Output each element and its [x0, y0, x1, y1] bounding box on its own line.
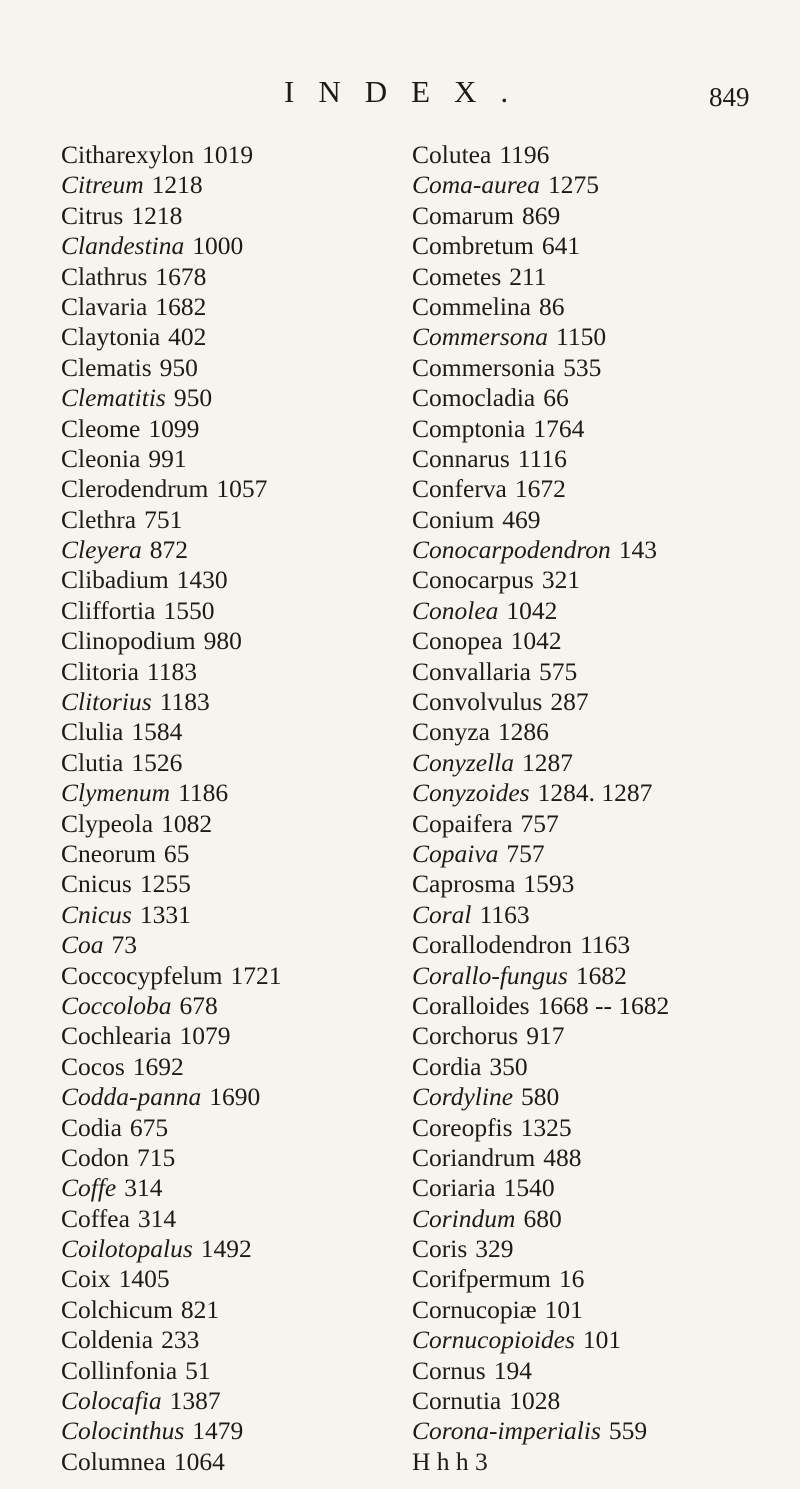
- entry-page-ref: 1163: [580, 930, 631, 960]
- entry-page-ref: 66: [543, 383, 569, 413]
- index-entry: [61, 809, 391, 839]
- index-entry: [412, 140, 742, 170]
- entry-name: Clypeola: [61, 808, 154, 838]
- entry-page-ref: 1690: [209, 1082, 261, 1112]
- index-entry: [412, 1234, 742, 1264]
- index-entry: [412, 778, 742, 808]
- entry-name: Clibadium: [61, 565, 169, 595]
- entry-name: Clinopodium: [61, 626, 196, 656]
- index-entry: [412, 1052, 742, 1082]
- entry-page-ref: 1678: [155, 261, 207, 291]
- index-entry: [61, 748, 391, 778]
- index-entry: [61, 991, 391, 1021]
- index-entry: [61, 1386, 391, 1416]
- entry-name: Cneorum: [61, 838, 156, 868]
- entry-name: Coris: [412, 1234, 468, 1264]
- index-entry: [412, 444, 742, 474]
- entry-page-ref: 1672: [514, 474, 566, 504]
- entry-name: Convallaria: [412, 656, 531, 686]
- entry-page-ref: 1286: [497, 717, 549, 747]
- entry-name: Clematis: [61, 352, 152, 382]
- entry-name: Cleome: [61, 413, 141, 443]
- entry-name: Conium: [412, 504, 495, 534]
- entry-page-ref: 1692: [132, 1051, 184, 1081]
- entry-name: Colocinthus: [61, 1416, 185, 1446]
- entry-page-ref: 1218: [131, 200, 183, 230]
- running-title: INDEX.: [284, 74, 533, 109]
- entry-name: Coral: [412, 899, 472, 929]
- entry-name: Coccoloba: [61, 990, 172, 1020]
- entry-page-ref: 757: [520, 808, 559, 838]
- entry-page-ref: 1492: [200, 1234, 252, 1264]
- entry-page-ref: 1099: [148, 413, 200, 443]
- entry-name: Coma-aurea: [412, 170, 540, 200]
- entry-page-ref: 1387: [169, 1386, 221, 1416]
- entry-page-ref: 950: [173, 383, 213, 413]
- entry-name: Conyzella: [412, 747, 514, 777]
- page-number: 849: [709, 82, 750, 112]
- entry-page-ref: 51: [185, 1355, 211, 1385]
- entry-name: Clematitis: [61, 383, 166, 413]
- index-entry: [61, 839, 391, 869]
- index-entry: [61, 383, 391, 413]
- index-entry: [412, 292, 742, 322]
- entry-page-ref: 535: [563, 352, 602, 382]
- entry-name: Cliffortia: [61, 595, 156, 625]
- entry-page-ref: 1764: [533, 413, 585, 443]
- entry-name: Coa: [61, 930, 104, 960]
- entry-name: Copaiva: [412, 838, 499, 868]
- entry-name: Codda-panna: [61, 1082, 202, 1112]
- entry-page-ref: 194: [493, 1355, 532, 1385]
- entry-page-ref: 1028: [509, 1386, 561, 1416]
- entry-page-ref: 1284. 1287: [537, 778, 653, 808]
- index-entry: [412, 717, 742, 747]
- page-header: [0, 72, 800, 112]
- index-entry: [412, 353, 742, 383]
- entry-page-ref: 329: [475, 1234, 514, 1264]
- entry-page-ref: 1150: [556, 322, 607, 352]
- index-entry: [412, 505, 742, 535]
- entry-page-ref: 1331: [139, 899, 191, 929]
- entry-name: Corifpermum: [412, 1264, 551, 1294]
- index-entry: [412, 1356, 742, 1386]
- index-entry: [61, 1082, 391, 1112]
- entry-page-ref: 1430: [176, 565, 228, 595]
- index-entry: [61, 474, 391, 504]
- entry-name: Cnicus: [61, 869, 132, 899]
- entry-name: Coldenia: [61, 1325, 154, 1355]
- entry-name: Clulia: [61, 717, 124, 747]
- entry-page-ref: 1540: [503, 1173, 555, 1203]
- index-entry: [61, 444, 391, 474]
- index-entry: [61, 1264, 391, 1294]
- entry-page-ref: 1255: [139, 869, 191, 899]
- entry-page-ref: 314: [124, 1173, 163, 1203]
- entry-page-ref: 1218: [151, 170, 203, 200]
- index-entry: [61, 292, 391, 322]
- entry-name: Comarum: [412, 200, 514, 230]
- entry-page-ref: 869: [522, 200, 561, 230]
- entry-name: Codia: [61, 1112, 122, 1142]
- entry-page-ref: 980: [203, 626, 242, 656]
- entry-name: Commersona: [412, 322, 549, 352]
- index-entry: [61, 900, 391, 930]
- index-entry: [412, 626, 742, 656]
- entry-page-ref: 872: [149, 535, 188, 565]
- entry-name: Clitoria: [61, 656, 139, 686]
- entry-name: Caprosma: [412, 869, 516, 899]
- entry-name: Cornutia: [412, 1386, 502, 1416]
- entry-name: Columnea: [61, 1446, 166, 1476]
- entry-name: Conyza: [412, 717, 490, 747]
- index-entry: [61, 1234, 391, 1264]
- entry-name: Coriaria: [412, 1173, 496, 1203]
- entry-name: Coffe: [61, 1173, 117, 1203]
- entry-page-ref: 73: [111, 930, 138, 960]
- index-entry: [412, 201, 742, 231]
- entry-page-ref: 1479: [192, 1416, 244, 1446]
- index-entry: [61, 1356, 391, 1386]
- entry-name: Copaifera: [412, 808, 513, 838]
- entry-name: Corindum: [412, 1203, 516, 1233]
- entry-page-ref: 1064: [173, 1446, 225, 1476]
- entry-name: Citharexylon: [61, 140, 195, 169]
- entry-name: Codon: [61, 1142, 130, 1172]
- index-entry: [412, 414, 742, 444]
- entry-name: Coffea: [61, 1203, 130, 1233]
- signature-mark: H h h 3: [412, 1446, 488, 1476]
- entry-name: Corchorus: [412, 1021, 519, 1051]
- entry-page-ref: 1079: [179, 1021, 231, 1051]
- index-entry: [61, 1173, 391, 1203]
- index-entry: [61, 231, 391, 261]
- index-entry: [61, 170, 391, 200]
- entry-page-ref: 715: [137, 1142, 176, 1172]
- entry-page-ref: 1042: [506, 595, 558, 625]
- entry-name: Cordia: [412, 1051, 482, 1081]
- entry-page-ref: 1405: [118, 1264, 170, 1294]
- entry-page-ref: 1526: [131, 747, 183, 777]
- index-entry: [61, 626, 391, 656]
- entry-page-ref: 1019: [202, 140, 254, 169]
- entry-page-ref: 314: [137, 1203, 177, 1233]
- index-entry: [61, 1113, 391, 1143]
- entry-name: Connarus: [412, 443, 510, 473]
- entry-page-ref: 101: [544, 1294, 583, 1324]
- index-entry: [412, 383, 742, 413]
- entry-name: Clavaria: [61, 291, 148, 321]
- entry-name: Cordyline: [412, 1082, 514, 1112]
- entry-name: Citreum: [61, 170, 144, 200]
- index-entry: [412, 322, 742, 352]
- entry-name: Cometes: [412, 261, 502, 291]
- entry-page-ref: 321: [541, 565, 581, 595]
- entry-name: Cocos: [61, 1051, 125, 1081]
- entry-page-ref: 16: [558, 1264, 585, 1294]
- entry-name: Coix: [61, 1264, 111, 1294]
- index-entry: [412, 900, 742, 930]
- entry-page-ref: 1682: [155, 291, 207, 321]
- entry-page-ref: 680: [523, 1203, 562, 1233]
- entry-name: Conferva: [412, 474, 507, 504]
- index-entry: [61, 1416, 391, 1446]
- entry-name: Colchicum: [61, 1294, 173, 1324]
- index-entry: [61, 778, 391, 808]
- entry-page-ref: 469: [502, 504, 541, 534]
- index-entry: [412, 565, 742, 595]
- index-entry: [61, 1204, 391, 1234]
- index-entry: [412, 1143, 742, 1173]
- entry-name: Collinfonia: [61, 1355, 178, 1385]
- entry-page-ref: 757: [506, 838, 545, 868]
- entry-page-ref: 488: [543, 1142, 582, 1172]
- index-entry: [412, 1416, 742, 1446]
- index-entry: [412, 535, 742, 565]
- entry-name: Commersonia: [412, 352, 556, 382]
- index-entry: [61, 505, 391, 535]
- entry-name: Clerodendrum: [61, 474, 209, 504]
- index-entry: [412, 839, 742, 869]
- index-entry: [412, 961, 742, 991]
- entry-name: Clymenum: [61, 778, 171, 808]
- entry-page-ref: 559: [608, 1416, 648, 1446]
- index-entry: [61, 687, 391, 717]
- entry-page-ref: 1325: [520, 1112, 572, 1142]
- index-entry: [412, 1386, 742, 1416]
- entry-name: Cnicus: [61, 899, 132, 929]
- entry-name: Comocladia: [412, 383, 536, 413]
- entry-page-ref: 1287: [522, 747, 573, 777]
- entry-name: Corallodendron: [412, 930, 573, 960]
- entry-page-ref: 917: [526, 1021, 565, 1051]
- index-entry: [61, 1447, 391, 1477]
- index-entry: [61, 869, 391, 899]
- entry-page-ref: 1275: [547, 170, 599, 200]
- entry-page-ref: 1163: [479, 899, 530, 929]
- entry-page-ref: 1550: [163, 595, 215, 625]
- index-entry: [412, 231, 742, 261]
- entry-page-ref: 1721: [230, 960, 282, 990]
- entry-name: Conolea: [412, 595, 499, 625]
- entry-page-ref: 1593: [523, 869, 575, 899]
- index-entry: [61, 140, 391, 170]
- index-entry: [412, 1082, 742, 1112]
- entry-name: Cornucopiæ: [412, 1294, 537, 1324]
- index-entry: [61, 657, 391, 687]
- index-entry: [61, 1021, 391, 1051]
- index-entry: [412, 991, 742, 1021]
- index-entry: [412, 262, 742, 292]
- entry-page-ref: 101: [582, 1325, 622, 1355]
- entry-name: Commelina: [412, 291, 531, 321]
- index-entry: [412, 474, 742, 504]
- index-entry: [61, 535, 391, 565]
- index-entry: [61, 353, 391, 383]
- entry-page-ref: 1082: [161, 808, 213, 838]
- entry-name: Colocafia: [61, 1386, 162, 1416]
- entry-page-ref: 350: [489, 1051, 528, 1081]
- index-entry: [412, 1325, 742, 1355]
- entry-name: Cleonia: [61, 443, 141, 473]
- index-entry: [61, 1052, 391, 1082]
- entry-name: Clathrus: [61, 261, 148, 291]
- entry-name: Citrus: [61, 200, 124, 230]
- index-entry: [412, 748, 742, 778]
- entry-name: Conocarpodendron: [412, 535, 611, 565]
- entry-page-ref: 233: [161, 1325, 200, 1355]
- entry-name: Corona-imperialis: [412, 1416, 601, 1446]
- entry-name: Coreopfis: [412, 1112, 513, 1142]
- entry-page-ref: 65: [163, 838, 190, 868]
- index-entry: [412, 170, 742, 200]
- index-entry: [61, 1325, 391, 1355]
- index-column-right: [412, 140, 742, 1477]
- entry-page-ref: 402: [168, 322, 207, 352]
- index-entry: [412, 869, 742, 899]
- entry-name: Corallo-fungus: [412, 960, 568, 990]
- entry-name: Conyzoides: [412, 778, 530, 808]
- entry-page-ref: 1116: [517, 443, 567, 473]
- index-entry: [412, 596, 742, 626]
- entry-page-ref: 580: [521, 1082, 560, 1112]
- entry-name: Cochlearia: [61, 1021, 172, 1051]
- index-entry: [61, 1295, 391, 1325]
- entry-page-ref: 143: [618, 535, 658, 565]
- index-entry: [61, 565, 391, 595]
- index-entry: [61, 961, 391, 991]
- entry-page-ref: 641: [541, 231, 581, 261]
- index-entry: [61, 322, 391, 352]
- index-entry: [412, 930, 742, 960]
- entry-page-ref: 675: [129, 1112, 169, 1142]
- entry-page-ref: 1196: [499, 140, 550, 169]
- entry-name: Clethra: [61, 504, 137, 534]
- entry-page-ref: 287: [550, 687, 589, 717]
- entry-name: Clitorius: [61, 687, 152, 717]
- entry-name: Colutea: [412, 140, 492, 169]
- entry-name: Conopea: [412, 626, 503, 656]
- index-entry: [61, 596, 391, 626]
- index-entry: [412, 1295, 742, 1325]
- entry-page-ref: 950: [159, 352, 198, 382]
- index-entry: [412, 687, 742, 717]
- index-entry: [412, 657, 742, 687]
- index-entry: [412, 1264, 742, 1294]
- index-entry: [412, 809, 742, 839]
- entry-page-ref: 991: [148, 443, 187, 473]
- index-entry: [61, 262, 391, 292]
- entry-page-ref: 1183: [159, 687, 210, 717]
- entry-page-ref: 1668 -- 1682: [537, 990, 670, 1020]
- entry-name: Cleyera: [61, 535, 142, 565]
- entry-name: Comptonia: [412, 413, 526, 443]
- entry-page-ref: 575: [538, 656, 578, 686]
- entry-page-ref: 1682: [575, 960, 627, 990]
- entry-name: Combretum: [412, 231, 534, 261]
- entry-name: Coilotopalus: [61, 1234, 193, 1264]
- index-entry: [61, 717, 391, 747]
- entry-page-ref: 751: [144, 504, 183, 534]
- index-entry: [61, 201, 391, 231]
- entry-page-ref: 678: [179, 990, 218, 1020]
- entry-name: Cornucopioides: [412, 1325, 575, 1355]
- index-entry: [412, 1173, 742, 1203]
- index-entry: [61, 414, 391, 444]
- entry-page-ref: 1183: [146, 656, 197, 686]
- entry-page-ref: 211: [509, 261, 547, 291]
- index-entry: [412, 1021, 742, 1051]
- entry-name: Cornus: [412, 1355, 486, 1385]
- index-entry: [412, 1204, 742, 1234]
- entry-page-ref: 1000: [192, 231, 244, 261]
- entry-name: Coralloides: [412, 990, 530, 1020]
- entry-name: Conocarpus: [412, 565, 534, 595]
- entry-page-ref: 1057: [216, 474, 268, 504]
- entry-name: Clandestina: [61, 231, 185, 261]
- entry-name: Clutia: [61, 747, 124, 777]
- entry-page-ref: 821: [180, 1294, 220, 1324]
- index-column-left: [61, 140, 391, 1477]
- entry-page-ref: 1042: [510, 626, 562, 656]
- index-entry: [412, 1113, 742, 1143]
- entry-name: Claytonia: [61, 322, 161, 352]
- index-entry: [61, 1143, 391, 1173]
- entry-page-ref: 1186: [178, 778, 229, 808]
- entry-page-ref: 1584: [131, 717, 183, 747]
- entry-name: Convolvulus: [412, 687, 543, 717]
- entry-name: Coriandrum: [412, 1142, 536, 1172]
- entry-page-ref: 86: [538, 291, 565, 321]
- index-entry: [61, 930, 391, 960]
- entry-name: Coccocypfelum: [61, 960, 223, 990]
